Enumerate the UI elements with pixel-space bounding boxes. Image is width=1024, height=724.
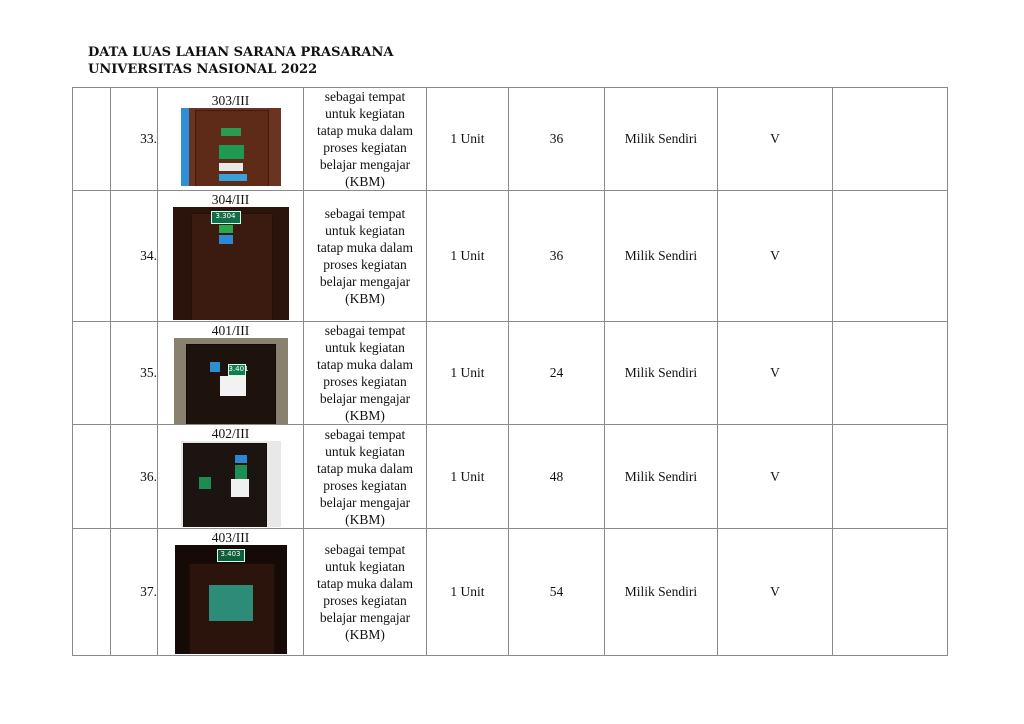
door-sign [219, 235, 233, 244]
photo-cell [158, 425, 304, 529]
unit-cell: 1 Unit [427, 529, 509, 656]
check-cell: V [718, 88, 833, 191]
area-cell: 54 [509, 529, 605, 656]
room-number-sign: 3.304 [211, 211, 241, 224]
room-label: 401/III [211, 322, 250, 338]
description-cell [304, 191, 427, 322]
description-line: (KBM) [345, 174, 385, 189]
description-line: tatap muka dalam [317, 576, 413, 591]
facilities-table [72, 87, 948, 656]
door-sign [219, 163, 243, 171]
photo-cell [158, 191, 304, 322]
room-label: 303/III [211, 92, 250, 108]
description-line: (KBM) [345, 408, 385, 423]
description-cell [304, 88, 427, 191]
note-cell [833, 88, 948, 191]
description-line: belajar mengajar [319, 610, 411, 625]
title-line-2: UNIVERSITAS NASIONAL 2022 [88, 62, 318, 77]
door-photo [175, 545, 287, 654]
door-sign [199, 477, 211, 489]
row-number-cell: 37. [111, 529, 158, 656]
blank-cell [73, 88, 111, 191]
table-row [73, 88, 948, 191]
note-cell [833, 191, 948, 322]
description-line: untuk kegiatan [325, 223, 405, 238]
check-cell: V [718, 322, 833, 425]
area-cell: 24 [509, 322, 605, 425]
door-sign [235, 455, 247, 463]
area-cell: 36 [509, 191, 605, 322]
ownership-cell: Milik Sendiri [605, 529, 718, 656]
blank-cell [73, 191, 111, 322]
document-title [88, 44, 393, 78]
row-number-cell: 36. [111, 425, 158, 529]
table-row [73, 529, 948, 656]
room-number-sign: 3.403 [217, 549, 245, 562]
description-line: belajar mengajar [319, 274, 411, 289]
description-line: sebagai tempat [324, 206, 406, 221]
check-cell: V [718, 529, 833, 656]
description-line: sebagai tempat [324, 542, 406, 557]
photo-cell [158, 322, 304, 425]
door-sign [209, 585, 253, 621]
table-row [73, 191, 948, 322]
check-cell: V [718, 425, 833, 529]
description-cell [304, 322, 427, 425]
description-line: (KBM) [345, 511, 385, 527]
area-cell: 36 [509, 88, 605, 191]
description-line: belajar mengajar [319, 391, 411, 406]
photo-cell [158, 88, 304, 191]
check-cell: V [718, 191, 833, 322]
description-line: proses kegiatan [323, 257, 407, 272]
door-sign [219, 225, 233, 233]
blank-cell [73, 322, 111, 425]
title-line-1: DATA LUAS LAHAN SARANA PRASARANA [88, 45, 394, 60]
description-line: untuk kegiatan [325, 443, 405, 459]
description-line: untuk kegiatan [325, 340, 405, 355]
blank-cell [73, 529, 111, 656]
table-row [73, 425, 948, 529]
ownership-cell: Milik Sendiri [605, 322, 718, 425]
description-line: proses kegiatan [323, 477, 407, 493]
description-line: proses kegiatan [323, 593, 407, 608]
photo-cell [158, 529, 304, 656]
door-sign [219, 174, 247, 181]
description-line: tatap muka dalam [317, 357, 413, 372]
description-cell [304, 425, 427, 529]
room-label: 403/III [211, 530, 250, 545]
door-sign [221, 128, 241, 136]
unit-cell: 1 Unit [427, 425, 509, 529]
description-line: proses kegiatan [323, 140, 407, 155]
door-photo [181, 108, 281, 186]
description-line: untuk kegiatan [325, 559, 405, 574]
row-number-cell: 35. [111, 322, 158, 425]
description-line: (KBM) [345, 291, 385, 306]
unit-cell: 1 Unit [427, 88, 509, 191]
door-sign [220, 376, 246, 396]
ownership-cell: Milik Sendiri [605, 88, 718, 191]
blank-cell [73, 425, 111, 529]
row-number-cell: 33. [111, 88, 158, 191]
unit-cell: 1 Unit [427, 322, 509, 425]
row-number-cell: 34. [111, 191, 158, 322]
note-cell [833, 322, 948, 425]
description-line: sebagai tempat [324, 323, 406, 338]
door-photo [181, 441, 281, 527]
description-line: belajar mengajar [319, 494, 411, 510]
door-photo [173, 207, 289, 320]
description-line: sebagai tempat [324, 89, 406, 104]
ownership-cell: Milik Sendiri [605, 191, 718, 322]
description-line: belajar mengajar [319, 157, 411, 172]
unit-cell: 1 Unit [427, 191, 509, 322]
description-line: sebagai tempat [324, 426, 406, 442]
door-shape [183, 443, 267, 527]
area-cell: 48 [509, 425, 605, 529]
description-line: (KBM) [345, 627, 385, 642]
note-cell [833, 529, 948, 656]
room-label: 304/III [211, 192, 250, 207]
door-sign [219, 145, 244, 159]
door-photo [174, 338, 288, 424]
ownership-cell: Milik Sendiri [605, 425, 718, 529]
note-cell [833, 425, 948, 529]
description-line: untuk kegiatan [325, 106, 405, 121]
description-line: proses kegiatan [323, 374, 407, 389]
table-row [73, 322, 948, 425]
description-line: tatap muka dalam [317, 460, 413, 476]
door-sign [231, 479, 249, 497]
room-label: 402/III [211, 426, 250, 441]
door-sign [210, 362, 220, 372]
room-number-sign: 3.401 [228, 364, 246, 376]
description-line: tatap muka dalam [317, 123, 413, 138]
description-cell [304, 529, 427, 656]
description-line: tatap muka dalam [317, 240, 413, 255]
